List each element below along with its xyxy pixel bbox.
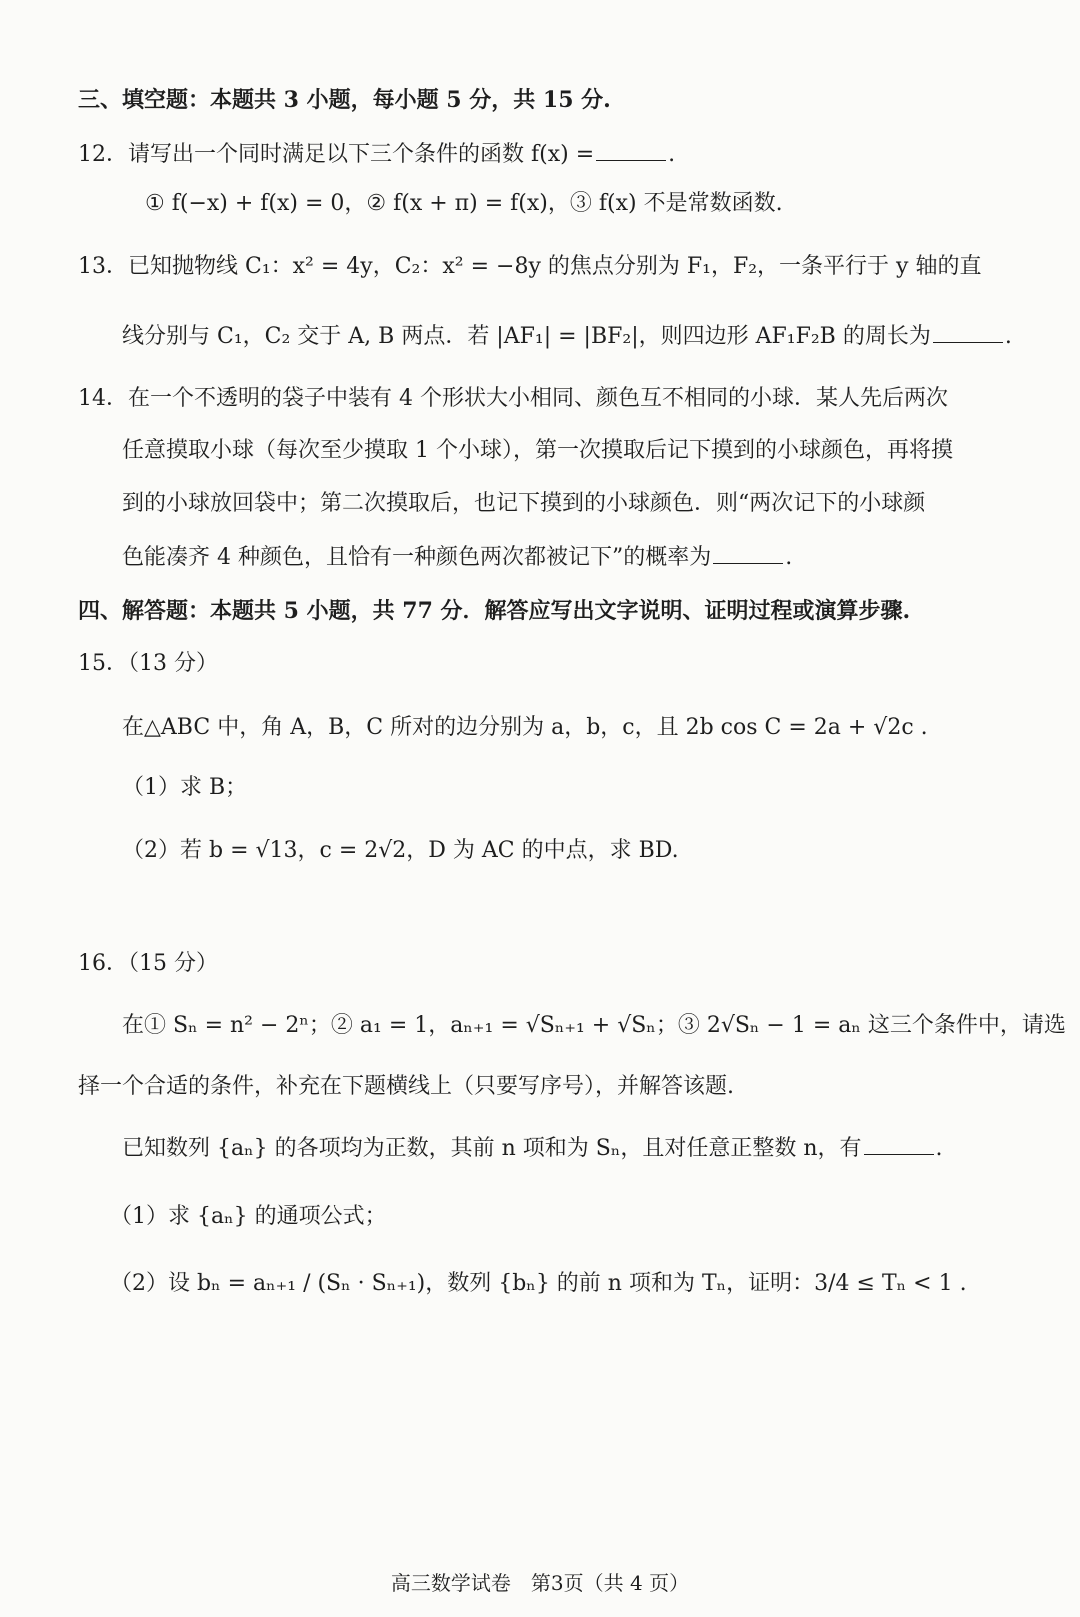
q14-line3: 到的小球放回袋中；第二次摸取后，也记下摸到的小球颜色．则“两次记下的小球颜 xyxy=(122,491,926,516)
q16-stem: 已知数列 {aₙ} 的各项均为正数，其前 n 项和为 Sₙ，且对任意正整数 n，有 . xyxy=(122,1136,943,1161)
q16-answer-blank xyxy=(864,1134,934,1155)
q13-line1: 13．已知抛物线 C₁：x² = 4y，C₂：x² = −8y 的焦点分别为 F₁，F₂，一条平行于 y 轴的直 xyxy=(78,254,982,279)
q12-line1: 12．请写出一个同时满足以下三个条件的函数 f(x) = . xyxy=(78,142,676,167)
q16-instruction: 择一个合适的条件，补充在下题横线上（只要写序号），并解答该题. xyxy=(78,1074,734,1099)
q13-answer-blank xyxy=(933,322,1003,343)
q16-part2: （2）设 bₙ = aₙ₊₁ / (Sₙ · Sₙ₊₁)，数列 {bₙ} 的前 n 项和为 Tₙ，证明：3/4 ≤ Tₙ < 1 . xyxy=(110,1271,967,1296)
section3-heading: 三、填空题：本题共 3 小题，每小题 5 分，共 15 分. xyxy=(78,87,611,113)
page-footer: 高三数学试卷 第3页（共 4 页） xyxy=(390,1571,690,1595)
q14-answer-blank xyxy=(713,543,783,564)
section4-heading: 四、解答题：本题共 5 小题，共 77 分．解答应写出文字说明、证明过程或演算步骤. xyxy=(78,598,911,624)
q12-prefix: 12．请写出一个同时满足以下三个条件的函数 f(x) = xyxy=(78,142,595,167)
q15-number: 15．（13 分） xyxy=(78,651,218,676)
q16-prefix: 已知数列 {aₙ} 的各项均为正数，其前 n 项和为 Sₙ，且对任意正整数 n，有 xyxy=(122,1136,862,1161)
q14-line1: 14．在一个不透明的袋子中装有 4 个形状大小相同、颜色互不相同的小球．某人先后两次 xyxy=(78,386,948,411)
q13-prefix: 线分别与 C₁，C₂ 交于 A, B 两点．若 |AF₁| = |BF₂|，则四边形 AF₁F₂B 的周长为 xyxy=(122,324,931,349)
q12-line2: ① f(−x) + f(x) = 0，② f(x + π) = f(x)，③ f(x) 不是常数函数. xyxy=(145,191,783,216)
q15-part1: （1）求 B； xyxy=(122,775,248,800)
q16-part1: （1）求 {aₙ} 的通项公式； xyxy=(110,1204,387,1229)
q15-part2: （2）若 b = √13，c = 2√2，D 为 AC 的中点，求 BD. xyxy=(122,838,679,863)
q16-conditions: 在① Sₙ = n² − 2ⁿ；② a₁ = 1，aₙ₊₁ = √Sₙ₊₁ + √Sₙ；③ 2√Sₙ − 1 = aₙ 这三个条件中，请选 xyxy=(122,1013,1066,1038)
q13-line2: 线分别与 C₁，C₂ 交于 A, B 两点．若 |AF₁| = |BF₂|，则四边形 AF₁F₂B 的周长为 . xyxy=(122,324,1012,349)
q15-stem: 在△ABC 中，角 A，B，C 所对的边分别为 a，b，c，且 2b cos C = 2a + √2c . xyxy=(122,715,928,740)
q12-answer-blank xyxy=(596,140,666,161)
q14-line4: 色能凑齐 4 种颜色，且恰有一种颜色两次都被记下”的概率为 . xyxy=(122,545,793,570)
q16-number: 16．（15 分） xyxy=(78,951,218,976)
q14-prefix: 色能凑齐 4 种颜色，且恰有一种颜色两次都被记下”的概率为 xyxy=(122,545,712,570)
q14-line2: 任意摸取小球（每次至少摸取 1 个小球），第一次摸取后记下摸到的小球颜色，再将摸 xyxy=(122,438,953,463)
